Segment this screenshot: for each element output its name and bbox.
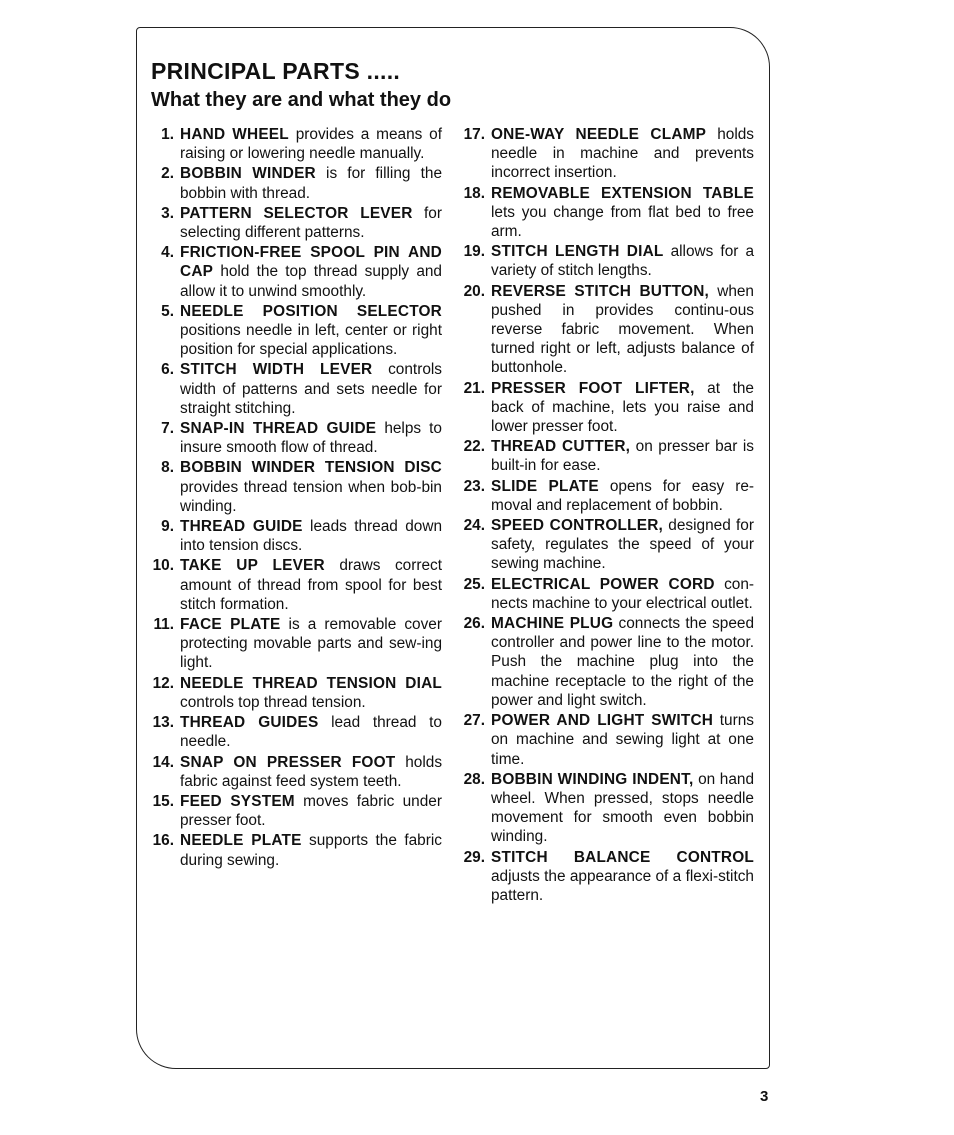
part-item [454,437,754,475]
part-name: NEEDLE PLATE [180,832,302,850]
part-description: designed for safety, regulates the speed of your sewing machine. [491,517,754,573]
part-item [146,125,442,163]
part-description: controls top thread tension. [180,693,366,711]
part-description-block [180,360,442,418]
part-name: REMOVABLE EXTENSION TABLE [491,184,754,202]
part-description-block [491,477,754,515]
part-item [454,614,754,710]
part-description: allows for a variety of stitch lengths. [491,243,755,280]
part-number: 25. [463,575,485,593]
part-item [146,164,442,202]
part-description: provides a means of raising or lowering needle manually. [180,126,442,163]
part-description-block [491,437,754,475]
part-number: 28. [463,770,485,788]
parts-list-left [146,125,442,871]
part-name: MACHINE PLUG [491,615,614,633]
part-description-block [180,458,442,516]
part-description: on presser bar is built-in for ease. [491,438,754,475]
part-description-block [180,517,442,555]
part-name: ELECTRICAL POWER CORD [491,575,715,593]
part-description: connects the speed controller and power line to the motor. Push the machine plug into the machine receptacle to the right of the power and light switch. [491,615,755,709]
part-description: controls width of patterns and sets needle for straight stitching. [180,361,442,417]
part-description-block [180,243,442,301]
part-item [146,360,442,418]
part-description-block [491,379,754,437]
part-item [146,204,442,242]
page-subtitle: What they are and what they do [151,89,452,111]
part-number: 16. [152,832,174,850]
part-description-block [491,614,754,710]
part-description: holds needle in machine and prevents incorrect insertion. [491,126,754,182]
part-description: lets you change from flat bed to free arm. [491,203,754,241]
part-description: leads thread down into tension discs. [180,518,443,555]
part-description: holds fabric against feed system teeth. [180,753,443,790]
part-item [146,674,442,712]
part-description: draws correct amount of thread from spool for best stitch formation. [180,557,442,613]
part-description-block [491,242,754,280]
part-number: 22. [463,438,485,456]
part-name: PATTERN SELECTOR LEVER [180,204,413,222]
page-number: 3 [760,1088,769,1105]
part-name: BOBBIN WINDING INDENT, [491,770,694,788]
part-description-block [180,792,442,830]
part-number: 1. [161,126,174,143]
part-number: 6. [161,361,174,379]
part-item [146,556,442,614]
part-description-block [491,125,754,183]
part-name: REVERSE STITCH BUTTON, [491,282,710,300]
part-description: con-nects machine to your electrical outlet. [491,575,755,612]
part-item [454,575,754,613]
part-description-block [491,848,754,906]
part-description-block [491,711,754,769]
part-item [146,713,442,751]
part-number: 4. [161,244,174,262]
page-title: PRINCIPAL PARTS ..... [151,58,401,84]
part-name: THREAD GUIDES [180,714,319,732]
part-item [454,770,754,847]
part-description-block [180,419,442,457]
part-name: BOBBIN WINDER [180,165,316,183]
part-item [454,242,754,280]
part-description-block [180,164,442,202]
part-number: 3. [161,204,174,222]
part-number: 20. [463,282,485,300]
part-item [146,302,442,360]
part-description-block [491,575,754,613]
part-description-block [180,831,442,869]
part-item [454,516,754,574]
part-name: BOBBIN WINDER TENSION DISC [180,459,442,477]
part-number: 12. [152,674,174,692]
part-description: when pushed in provides continu-ous reverse fabric movement. When turned right or left, adjusts balance of buttonhole. [491,282,754,377]
part-description-block [180,125,442,163]
part-name: SPEED CONTROLLER, [491,517,663,535]
part-item [146,517,442,555]
part-number: 15. [152,792,174,810]
part-number: 9. [161,518,174,536]
part-number: 26. [463,615,485,633]
part-description: provides thread tension when bob-bin winding. [180,478,442,515]
part-number: 19. [463,243,485,261]
part-description: is for filling the bobbin with thread. [180,165,443,202]
part-number: 8. [161,459,174,477]
part-name: NEEDLE THREAD TENSION DIAL [180,674,442,692]
part-number: 21. [463,379,485,397]
part-description: lead thread to needle. [180,714,442,751]
part-item [454,125,754,183]
part-number: 29. [463,848,485,866]
part-number: 10. [152,557,174,575]
part-item [146,831,442,869]
part-name: POWER AND LIGHT SWITCH [491,712,714,730]
part-name: SNAP ON PRESSER FOOT [180,753,396,771]
part-number: 27. [463,712,485,730]
part-description-block [491,282,754,378]
part-number: 13. [152,714,174,732]
part-name: TAKE UP LEVER [180,557,325,575]
part-description: adjusts the appearance of a flexi-stitch pattern. [491,867,754,904]
part-item [454,379,754,437]
part-name: PRESSER FOOT LIFTER, [491,379,695,397]
part-name: SLIDE PLATE [491,477,599,495]
part-description: helps to insure smooth flow of thread. [180,420,442,457]
part-description-block [180,556,442,614]
part-description: turns on machine and sewing light at one time. [491,712,754,768]
part-description-block [180,674,442,712]
part-description: at the back of machine, lets you raise and lower presser foot. [491,379,754,436]
part-item [146,458,442,516]
part-description: supports the fabric during sewing. [180,832,442,869]
part-item [146,753,442,791]
part-description: positions needle in left, center or right position for special applications. [180,322,442,359]
part-number: 11. [153,616,174,634]
part-name: ONE-WAY NEEDLE CLAMP [491,126,707,143]
part-name: HAND WHEEL [180,126,289,143]
part-item [454,184,754,242]
part-name: THREAD CUTTER, [491,438,631,456]
part-name: STITCH LENGTH DIAL [491,243,664,261]
part-number: 7. [161,420,174,438]
part-description-block [491,770,754,847]
part-description: on hand wheel. When pressed, stops needle movement for smooth even bobbin winding. [491,770,755,846]
part-number: 2. [161,165,174,183]
part-description: moves fabric under presser foot. [180,792,442,830]
part-description: opens for easy re-moval and replacement of bobbin. [491,477,755,514]
part-description: is a removable cover protecting movable parts and sew-ing light. [180,616,442,672]
part-item [454,282,754,378]
part-description-block [491,184,754,242]
part-description: for selecting different patterns. [180,204,442,242]
part-number: 23. [463,477,485,495]
part-item [146,792,442,830]
part-name: FEED SYSTEM [180,792,295,810]
part-description: hold the top thread supply and allow it to unwind smoothly. [180,263,442,300]
part-number: 17. [463,126,485,143]
part-name: STITCH BALANCE CONTROL [491,848,754,866]
part-description-block [180,204,442,242]
part-description-block [180,713,442,751]
part-description-block [180,615,442,673]
part-description-block [491,516,754,574]
part-number: 24. [463,517,485,535]
parts-list-right [454,125,754,906]
part-item [454,848,754,906]
part-name: THREAD GUIDE [180,518,303,536]
part-name: NEEDLE POSITION SELECTOR [180,302,442,320]
part-item [146,615,442,673]
part-item [454,711,754,769]
part-description-block [180,302,442,360]
part-item [146,419,442,457]
part-name: STITCH WIDTH LEVER [180,361,373,379]
part-name: FRICTION-FREE SPOOL PIN AND CAP [180,244,442,281]
part-description-block [180,753,442,791]
part-number: 18. [463,184,485,202]
part-number: 5. [161,302,174,320]
part-name: FACE PLATE [180,616,281,634]
part-name: SNAP-IN THREAD GUIDE [180,420,377,438]
part-item [454,477,754,515]
part-item [146,243,442,301]
part-number: 14. [152,753,174,771]
